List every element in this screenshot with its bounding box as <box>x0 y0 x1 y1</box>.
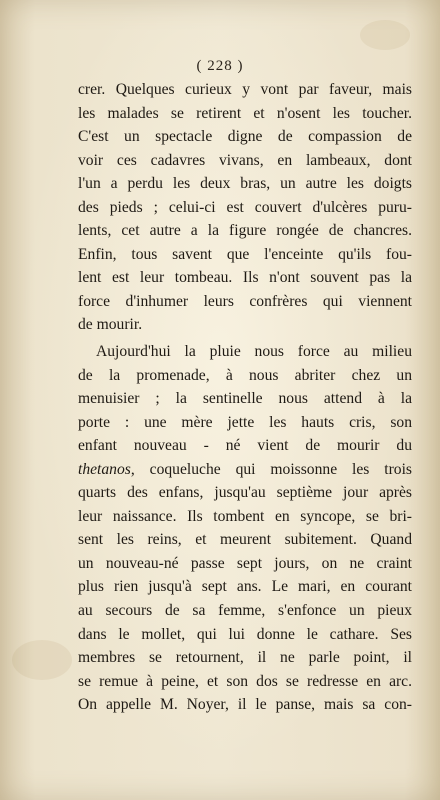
text-line: leur naissance. Ils tombent en syncope, se bri- <box>78 507 412 525</box>
text-line-italic <box>78 458 412 482</box>
text-line: l'un a perdu les deux bras, un autre les doigts <box>78 175 412 193</box>
text-line-rest: , coqueluche qui moissonne les trois <box>130 460 412 478</box>
paper-stain <box>12 640 72 680</box>
text-line: les malades se retirent et n'osent les toucher. <box>78 104 412 122</box>
italic-term: thetanos <box>78 460 131 478</box>
text-line: se remue à peine, et son dos se redresse en arc. <box>78 672 412 690</box>
text-line: au secours de sa femme, s'enfonce un pieux <box>78 602 412 620</box>
text-line: Aujourd'hui la pluie nous force au milieu <box>96 343 412 361</box>
text-line: lent est leur tombeau. Ils n'ont souvent pas la <box>78 269 412 287</box>
paper-stain <box>360 20 410 50</box>
text-line: plus rien jusqu'à sept ans. Le mari, en courant <box>78 578 412 596</box>
text-line: de la promenade, à nous abriter chez un <box>78 366 412 384</box>
text-line: Enfin, tous savent que l'enceinte qu'ils fou- <box>78 245 412 263</box>
text-line: voir ces cadavres vivans, en lambeaux, dont <box>78 151 412 169</box>
body-text <box>78 78 412 717</box>
page-number: ( 228 ) <box>196 58 244 74</box>
text-line: quarts des enfans, jusqu'au septième jour après <box>78 484 412 502</box>
text-line: un nouveau-né passe sept jours, on ne craint <box>78 554 412 572</box>
text-line: lents, cet autre a la figure rongée de chancres. <box>78 222 412 240</box>
text-line: membres se retournent, il ne parle point, il <box>78 649 412 667</box>
text-line: force d'inhumer leurs confrères qui viennent <box>78 292 412 310</box>
text-line: enfant nouveau - né vient de mourir du <box>78 437 412 455</box>
text-line: On appelle M. Noyer, il le panse, mais sa con- <box>78 696 412 714</box>
text-line: des pieds ; celui-ci est couvert d'ulcères puru- <box>78 198 412 216</box>
text-line: dans le mollet, qui lui donne le cathare. Ses <box>78 625 412 643</box>
text-line: crer. Quelques curieux y vont par faveur, mais <box>78 81 412 98</box>
text-line: sent les reins, et meurent subitement. Quand <box>78 531 412 549</box>
text-line: menuisier ; la sentinelle nous attend à la <box>78 390 412 408</box>
text-line: C'est un spectacle digne de compassion de <box>78 128 412 146</box>
text-line: porte : une mère jette les hauts cris, son <box>78 413 412 431</box>
text-line: de mourir. <box>78 316 143 334</box>
